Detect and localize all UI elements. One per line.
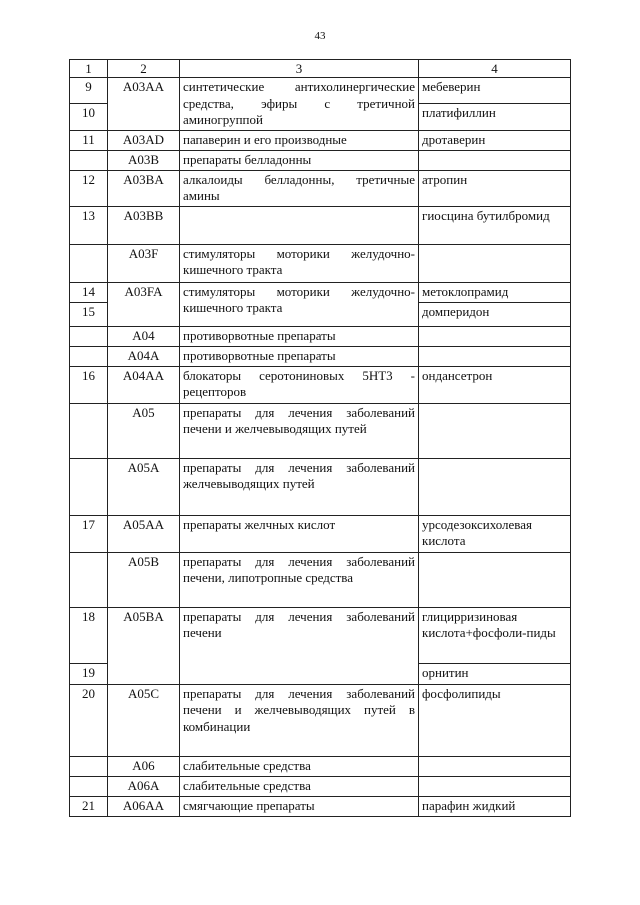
drug-name: глицирризиновая кислота+фосфоли-пиды bbox=[419, 607, 571, 663]
row-number: 11 bbox=[70, 130, 108, 150]
header-cell: 3 bbox=[180, 60, 419, 78]
row-number bbox=[70, 403, 108, 458]
table-row bbox=[70, 130, 571, 150]
row-number bbox=[70, 150, 108, 170]
row-number bbox=[70, 346, 108, 366]
drug-name: орнитин bbox=[419, 663, 571, 684]
table-row bbox=[70, 515, 571, 552]
drug-name: фосфолипиды bbox=[419, 684, 571, 756]
table-row bbox=[70, 366, 571, 403]
table-row bbox=[70, 756, 571, 776]
drug-name: мебеверин bbox=[419, 78, 571, 104]
table-row bbox=[70, 796, 571, 816]
drug-name bbox=[419, 150, 571, 170]
row-number bbox=[70, 756, 108, 776]
drug-name bbox=[419, 346, 571, 366]
drug-name bbox=[419, 776, 571, 796]
group-description: препараты для лечения заболеваний желчевыводящих путей bbox=[180, 458, 419, 515]
table-row bbox=[70, 150, 571, 170]
atc-code: A04AA bbox=[108, 366, 180, 403]
group-description: стимуляторы моторики желудочно-кишечного тракта bbox=[180, 282, 419, 326]
atc-code: A03AA bbox=[108, 78, 180, 131]
drug-name bbox=[419, 326, 571, 346]
header-cell: 4 bbox=[419, 60, 571, 78]
table-row bbox=[70, 607, 571, 663]
atc-code: A06A bbox=[108, 776, 180, 796]
row-number: 9 bbox=[70, 78, 108, 104]
atc-code: A03B bbox=[108, 150, 180, 170]
table-row bbox=[70, 244, 571, 282]
group-description: слабительные средства bbox=[180, 756, 419, 776]
table-row bbox=[70, 170, 571, 206]
row-number: 16 bbox=[70, 366, 108, 403]
table-row bbox=[70, 403, 571, 458]
drug-classification-table bbox=[69, 59, 571, 817]
group-description: препараты желчных кислот bbox=[180, 515, 419, 552]
row-number: 12 bbox=[70, 170, 108, 206]
group-description: папаверин и его производные bbox=[180, 130, 419, 150]
group-description: слабительные средства bbox=[180, 776, 419, 796]
table-row bbox=[70, 552, 571, 607]
drug-name: метоклопрамид bbox=[419, 282, 571, 302]
group-description bbox=[180, 206, 419, 244]
drug-name: платифиллин bbox=[419, 103, 571, 130]
drug-name: парафин жидкий bbox=[419, 796, 571, 816]
row-number: 15 bbox=[70, 302, 108, 326]
row-number: 17 bbox=[70, 515, 108, 552]
group-description: смягчающие препараты bbox=[180, 796, 419, 816]
drug-name: ондансетрон bbox=[419, 366, 571, 403]
row-number: 10 bbox=[70, 103, 108, 130]
drug-name bbox=[419, 756, 571, 776]
atc-code: A06 bbox=[108, 756, 180, 776]
atc-code: A06AA bbox=[108, 796, 180, 816]
atc-code: A04 bbox=[108, 326, 180, 346]
row-number: 21 bbox=[70, 796, 108, 816]
table-row bbox=[70, 78, 571, 104]
row-number bbox=[70, 244, 108, 282]
group-description: препараты для лечения заболеваний печени и желчевыводящих путей bbox=[180, 403, 419, 458]
row-number bbox=[70, 458, 108, 515]
page-number: 43 bbox=[314, 30, 326, 42]
group-description: препараты белладонны bbox=[180, 150, 419, 170]
row-number: 20 bbox=[70, 684, 108, 756]
header-cell: 1 bbox=[70, 60, 108, 78]
group-description: синтетические антихолинергические средства, эфиры с третичной аминогруппой bbox=[180, 78, 419, 131]
table-row bbox=[70, 684, 571, 756]
atc-code: A03F bbox=[108, 244, 180, 282]
row-number: 14 bbox=[70, 282, 108, 302]
atc-code: A05BA bbox=[108, 607, 180, 684]
table-row bbox=[70, 346, 571, 366]
drug-name: атропин bbox=[419, 170, 571, 206]
row-number bbox=[70, 326, 108, 346]
drug-name bbox=[419, 244, 571, 282]
drug-name bbox=[419, 552, 571, 607]
table-row bbox=[70, 458, 571, 515]
drug-name bbox=[419, 458, 571, 515]
table-row bbox=[70, 206, 571, 244]
atc-code: A04A bbox=[108, 346, 180, 366]
group-description: препараты для лечения заболеваний печени bbox=[180, 607, 419, 684]
group-description: противорвотные препараты bbox=[180, 326, 419, 346]
drug-name: домперидон bbox=[419, 302, 571, 326]
group-description: блокаторы серотониновых 5НТ3 - рецепторов bbox=[180, 366, 419, 403]
row-number: 19 bbox=[70, 663, 108, 684]
atc-code: A03BA bbox=[108, 170, 180, 206]
row-number bbox=[70, 552, 108, 607]
atc-code: A05AA bbox=[108, 515, 180, 552]
drug-name bbox=[419, 403, 571, 458]
atc-code: A03AD bbox=[108, 130, 180, 150]
header-cell: 2 bbox=[108, 60, 180, 78]
table-header-row bbox=[70, 60, 571, 78]
group-description: алкалоиды белладонны, третичные амины bbox=[180, 170, 419, 206]
atc-code: A03BB bbox=[108, 206, 180, 244]
drug-name: гиосцина бутилбромид bbox=[419, 206, 571, 244]
group-description: препараты для лечения заболеваний печени и желчевыводящих путей в комбинации bbox=[180, 684, 419, 756]
atc-code: A05A bbox=[108, 458, 180, 515]
group-description: препараты для лечения заболеваний печени, липотропные средства bbox=[180, 552, 419, 607]
table-row bbox=[70, 326, 571, 346]
atc-code: A05C bbox=[108, 684, 180, 756]
table-row bbox=[70, 776, 571, 796]
row-number bbox=[70, 776, 108, 796]
row-number: 18 bbox=[70, 607, 108, 663]
group-description: стимуляторы моторики желудочно-кишечного тракта bbox=[180, 244, 419, 282]
group-description: противорвотные препараты bbox=[180, 346, 419, 366]
atc-code: A03FA bbox=[108, 282, 180, 326]
atc-code: A05B bbox=[108, 552, 180, 607]
row-number: 13 bbox=[70, 206, 108, 244]
table-row bbox=[70, 282, 571, 302]
drug-name: урсодезоксихолевая кислота bbox=[419, 515, 571, 552]
atc-code: A05 bbox=[108, 403, 180, 458]
drug-name: дротаверин bbox=[419, 130, 571, 150]
